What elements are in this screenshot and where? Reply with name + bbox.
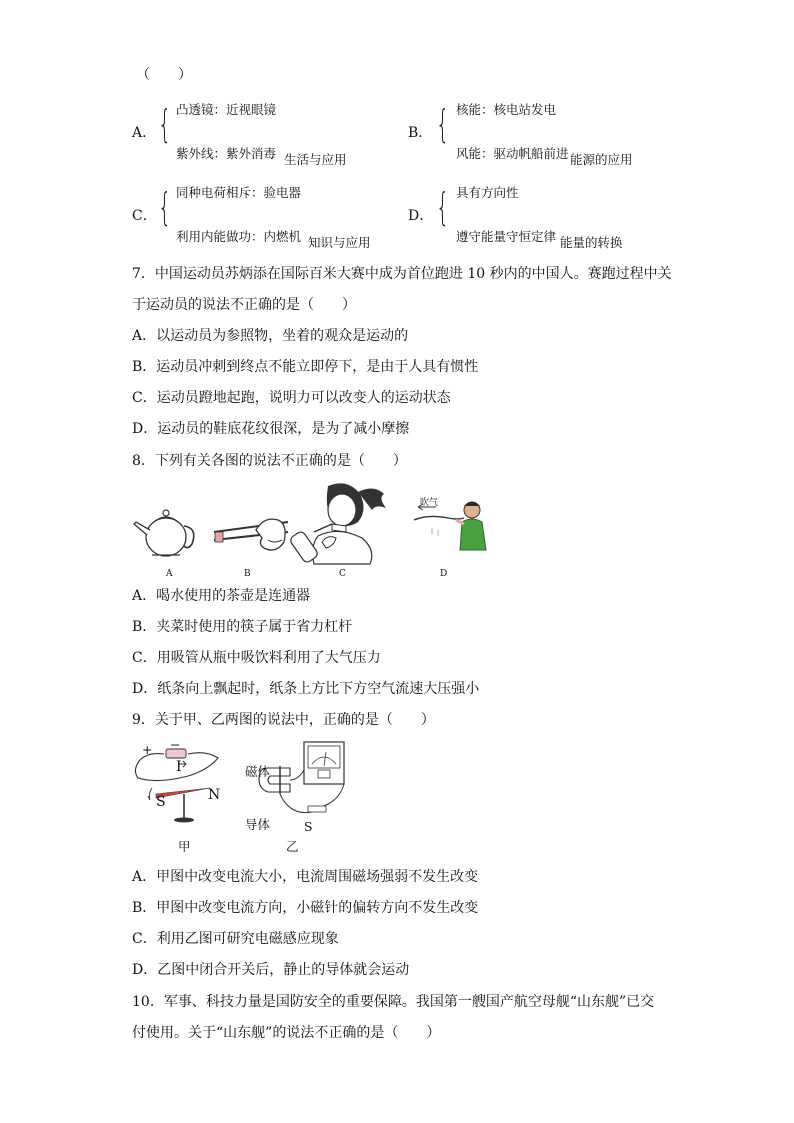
- q6-a-topic: 生活与应用: [284, 152, 347, 167]
- fig1-minus: −: [170, 737, 181, 752]
- q9-option-d[interactable]: D．乙图中闭合开关后，静止的导体就会运动: [132, 962, 410, 978]
- q7-option-d[interactable]: D．运动员的鞋底花纹很深，是为了减小摩擦: [132, 421, 410, 437]
- girl-straw-figure: [288, 480, 400, 566]
- q6-b-line1: 核能：核电站发电: [456, 102, 557, 117]
- q6-a-line2: 紫外线：紫外消毒: [176, 146, 277, 161]
- q6-option-c-letter[interactable]: C．: [132, 208, 157, 224]
- q8-caption-b: B: [244, 569, 251, 579]
- brace-icon: {: [158, 185, 172, 229]
- q6-a-line1: 凸透镜：近视眼镜: [176, 102, 277, 117]
- q6-option-a-letter[interactable]: A．: [132, 125, 157, 141]
- fig2-conductor-label: 导体: [245, 817, 271, 832]
- q9-option-a[interactable]: A．甲图中改变电流大小，电流周围磁场强弱不发生改变: [132, 869, 479, 885]
- fig2-magnet-label: 磁体: [245, 764, 271, 779]
- fig2-caption: 乙: [286, 839, 299, 854]
- q6-c-line2: 利用内能做功：内燃机: [176, 229, 302, 244]
- brace-icon: {: [436, 185, 450, 229]
- q9-option-b[interactable]: B．甲图中改变电流方向，小磁针的偏转方向不发生改变: [132, 900, 479, 916]
- q6-c-topic: 知识与应用: [308, 235, 371, 250]
- fig1-s-label: S: [156, 794, 166, 810]
- q7-option-b[interactable]: B．运动员冲刺到终点不能立即停下，是由于人具有惯性: [132, 359, 479, 375]
- q8-option-c[interactable]: C．用吸管从瓶中吸饮料利用了大气压力: [132, 650, 381, 666]
- q8-stem: 8．下列有关各图的说法不正确的是（ ）: [132, 453, 407, 469]
- chopsticks-figure: [212, 510, 292, 556]
- q6-d-line2: 遵守能量守恒定律: [456, 229, 557, 244]
- q8-caption-a: A: [166, 569, 173, 579]
- q8-option-d[interactable]: D．纸条向上飘起时，纸条上方比下方空气流速大压强小: [132, 681, 480, 697]
- q7-option-a[interactable]: A．以运动员为参照物，坐着的观众是运动的: [132, 328, 409, 344]
- q9-stem: 9．关于甲、乙两图的说法中，正确的是（ ）: [132, 712, 435, 728]
- q8-option-b[interactable]: B．夹菜时使用的筷子属于省力杠杆: [132, 619, 353, 635]
- q6-c-line1: 同种电荷相斥：验电器: [176, 185, 302, 200]
- brace-icon: {: [436, 102, 450, 146]
- q7-stem-line1: 7．中国运动员苏炳添在国际百米大赛中成为首位跑进 10 秒内的中国人。赛跑过程中关: [132, 266, 672, 282]
- q8-option-a[interactable]: A．喝水使用的茶壶是连通器: [132, 588, 311, 604]
- q6-d-topic: 能量的转换: [560, 235, 623, 250]
- blow-label: 吹气: [420, 498, 439, 508]
- fig2-switch-label: S: [304, 819, 313, 834]
- q7-stem-line2: 于运动员的说法不正确的是（ ）: [132, 297, 356, 313]
- q6-d-line1: 具有方向性: [456, 185, 519, 200]
- teapot-figure: [130, 502, 202, 562]
- fig1-n-label: N: [208, 787, 221, 803]
- q6-option-b-letter[interactable]: B．: [408, 125, 433, 141]
- q9-option-c[interactable]: C．利用乙图可研究电磁感应现象: [132, 931, 339, 947]
- fig1-current-label: I: [176, 759, 182, 775]
- q8-caption-c: C: [339, 569, 346, 579]
- fig1-plus: +: [142, 742, 153, 757]
- q8-caption-d: D: [440, 569, 448, 579]
- fig1-caption: 甲: [178, 839, 191, 854]
- q6-b-topic: 能源的应用: [570, 152, 633, 167]
- q10-stem-line2: 付使用。关于“山东舰”的说法不正确的是（ ）: [132, 1025, 441, 1041]
- q6-bracket: （ ）: [136, 67, 192, 83]
- q7-option-c[interactable]: C．运动员蹬地起跑，说明力可以改变人的运动状态: [132, 390, 451, 406]
- brace-icon: {: [158, 102, 172, 146]
- q10-stem-line1: 10．军事、科技力量是国防安全的重要保障。我国第一艘国产航空母舰“山东舰”已交: [132, 994, 655, 1010]
- q6-b-line2: 风能：驱动帆船前进: [456, 146, 569, 161]
- q6-option-d-letter[interactable]: D．: [408, 208, 434, 224]
